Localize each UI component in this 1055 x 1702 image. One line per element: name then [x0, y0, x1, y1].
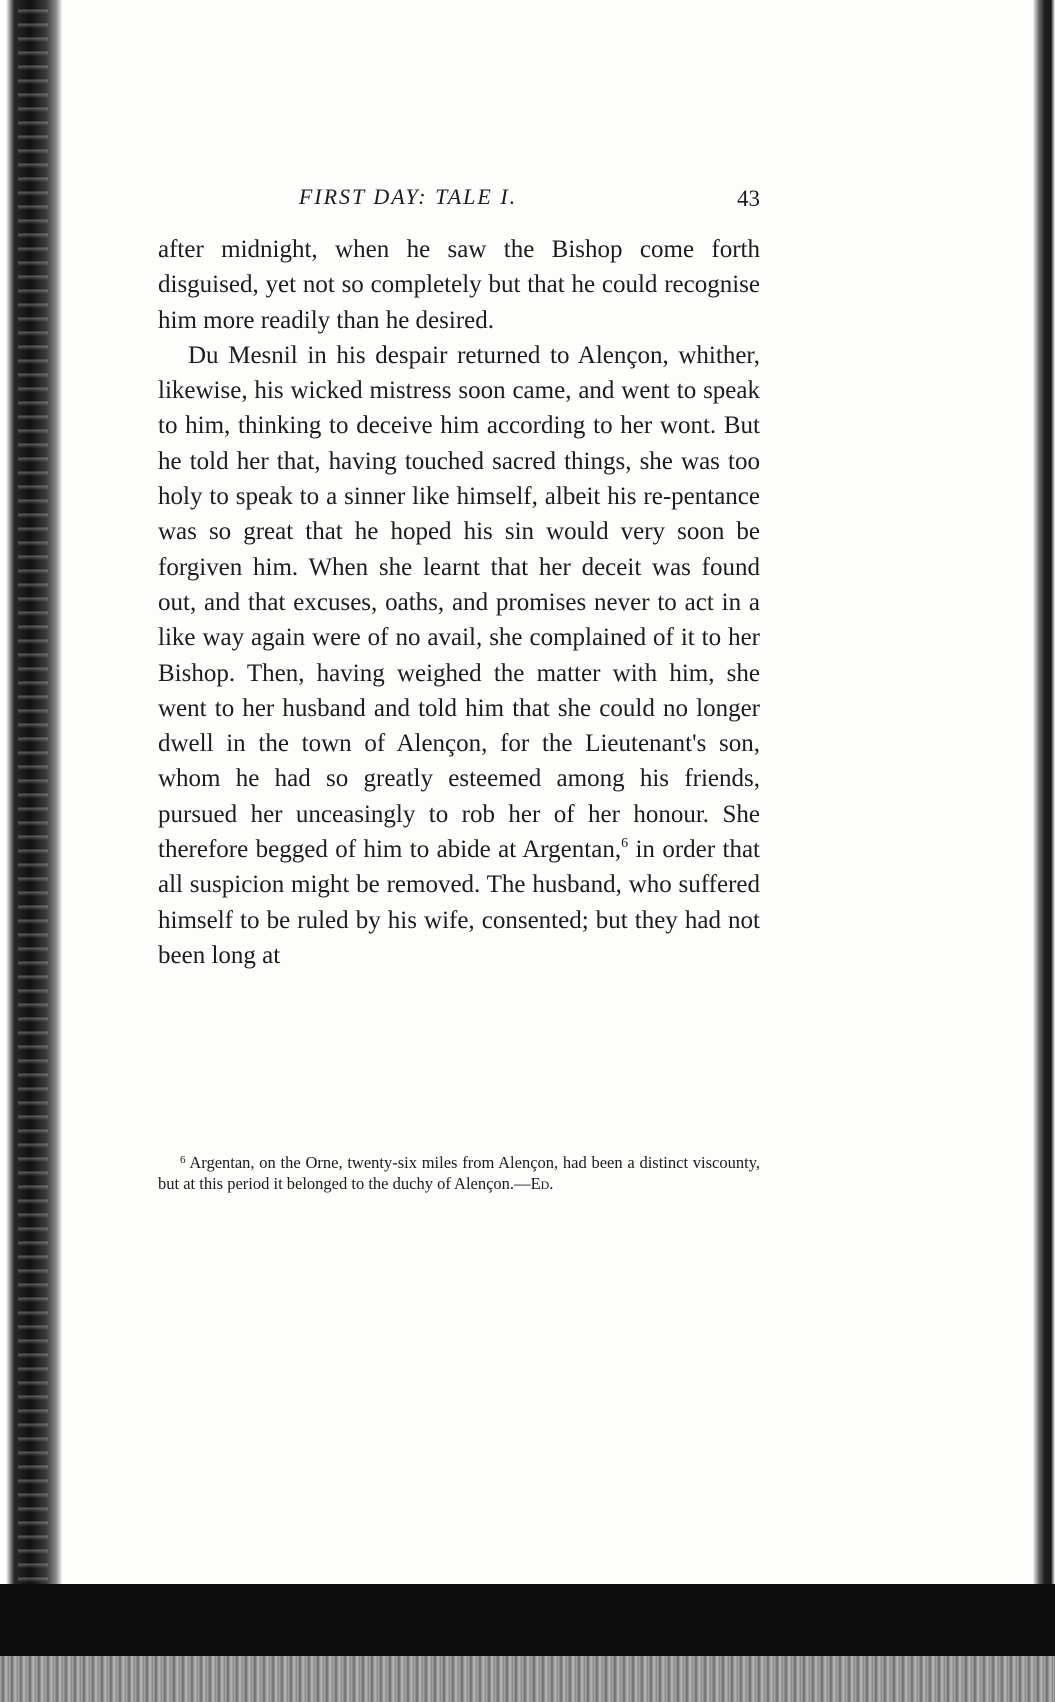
binding-shadow-left	[0, 0, 62, 1600]
footnote-text: Argentan, on the Orne, twenty-six miles from Alençon, had been a distinct viscounty, but at this period it belonged to the duchy of Alençon.—	[158, 1153, 760, 1193]
footnote-reference[interactable]: 6	[621, 836, 629, 852]
footnote-marker: 6	[180, 1154, 186, 1166]
paragraph-continued: after midnight, when he saw the Bishop come forth disguised, yet not so completely but that he could recognise him more readily than he desired.	[158, 236, 760, 334]
page-edge-right	[1033, 0, 1055, 1600]
page-number: 43	[737, 186, 760, 211]
paragraph-du-mesnil	[158, 338, 760, 973]
page-edge-bottom	[0, 1584, 1055, 1702]
footnote-editor-mark: Ed.	[530, 1174, 554, 1193]
body-text	[158, 232, 760, 973]
running-head	[158, 182, 760, 218]
paragraph-text-part1: Du Mesnil in his despair returned to Alençon, whither, likewise, his wicked mistress soon came, and went to speak to him, thinking to deceive him according to her wont. But he told her that, having touched sacred things, she was too holy to speak to a sinner like himself, albeit his re-pentance was so great that he hoped his sin would very soon be forgiven him. When she learnt that her deceit was found out, and that excuses, oaths, and promises never to act in a like way again were of no avail, she complained of it to her Bishop. Then, having weighed the matter with him, she went to her husband and told him that she could no longer dwell in the town of Alençon, for the Lieutenant's son, whom he had so greatly esteemed among his friends, pursued her unceasingly to rob her of her honour. She therefore begged of him to abide at Argentan,	[158, 341, 760, 864]
paragraph-text-part2: in order that all suspicion might be removed. The husband, who suffered himself to be ruled by his wife, consented; but they had not been long at	[158, 836, 760, 969]
running-title: FIRST DAY: TALE I.	[298, 184, 518, 209]
footnote	[158, 1152, 760, 1194]
